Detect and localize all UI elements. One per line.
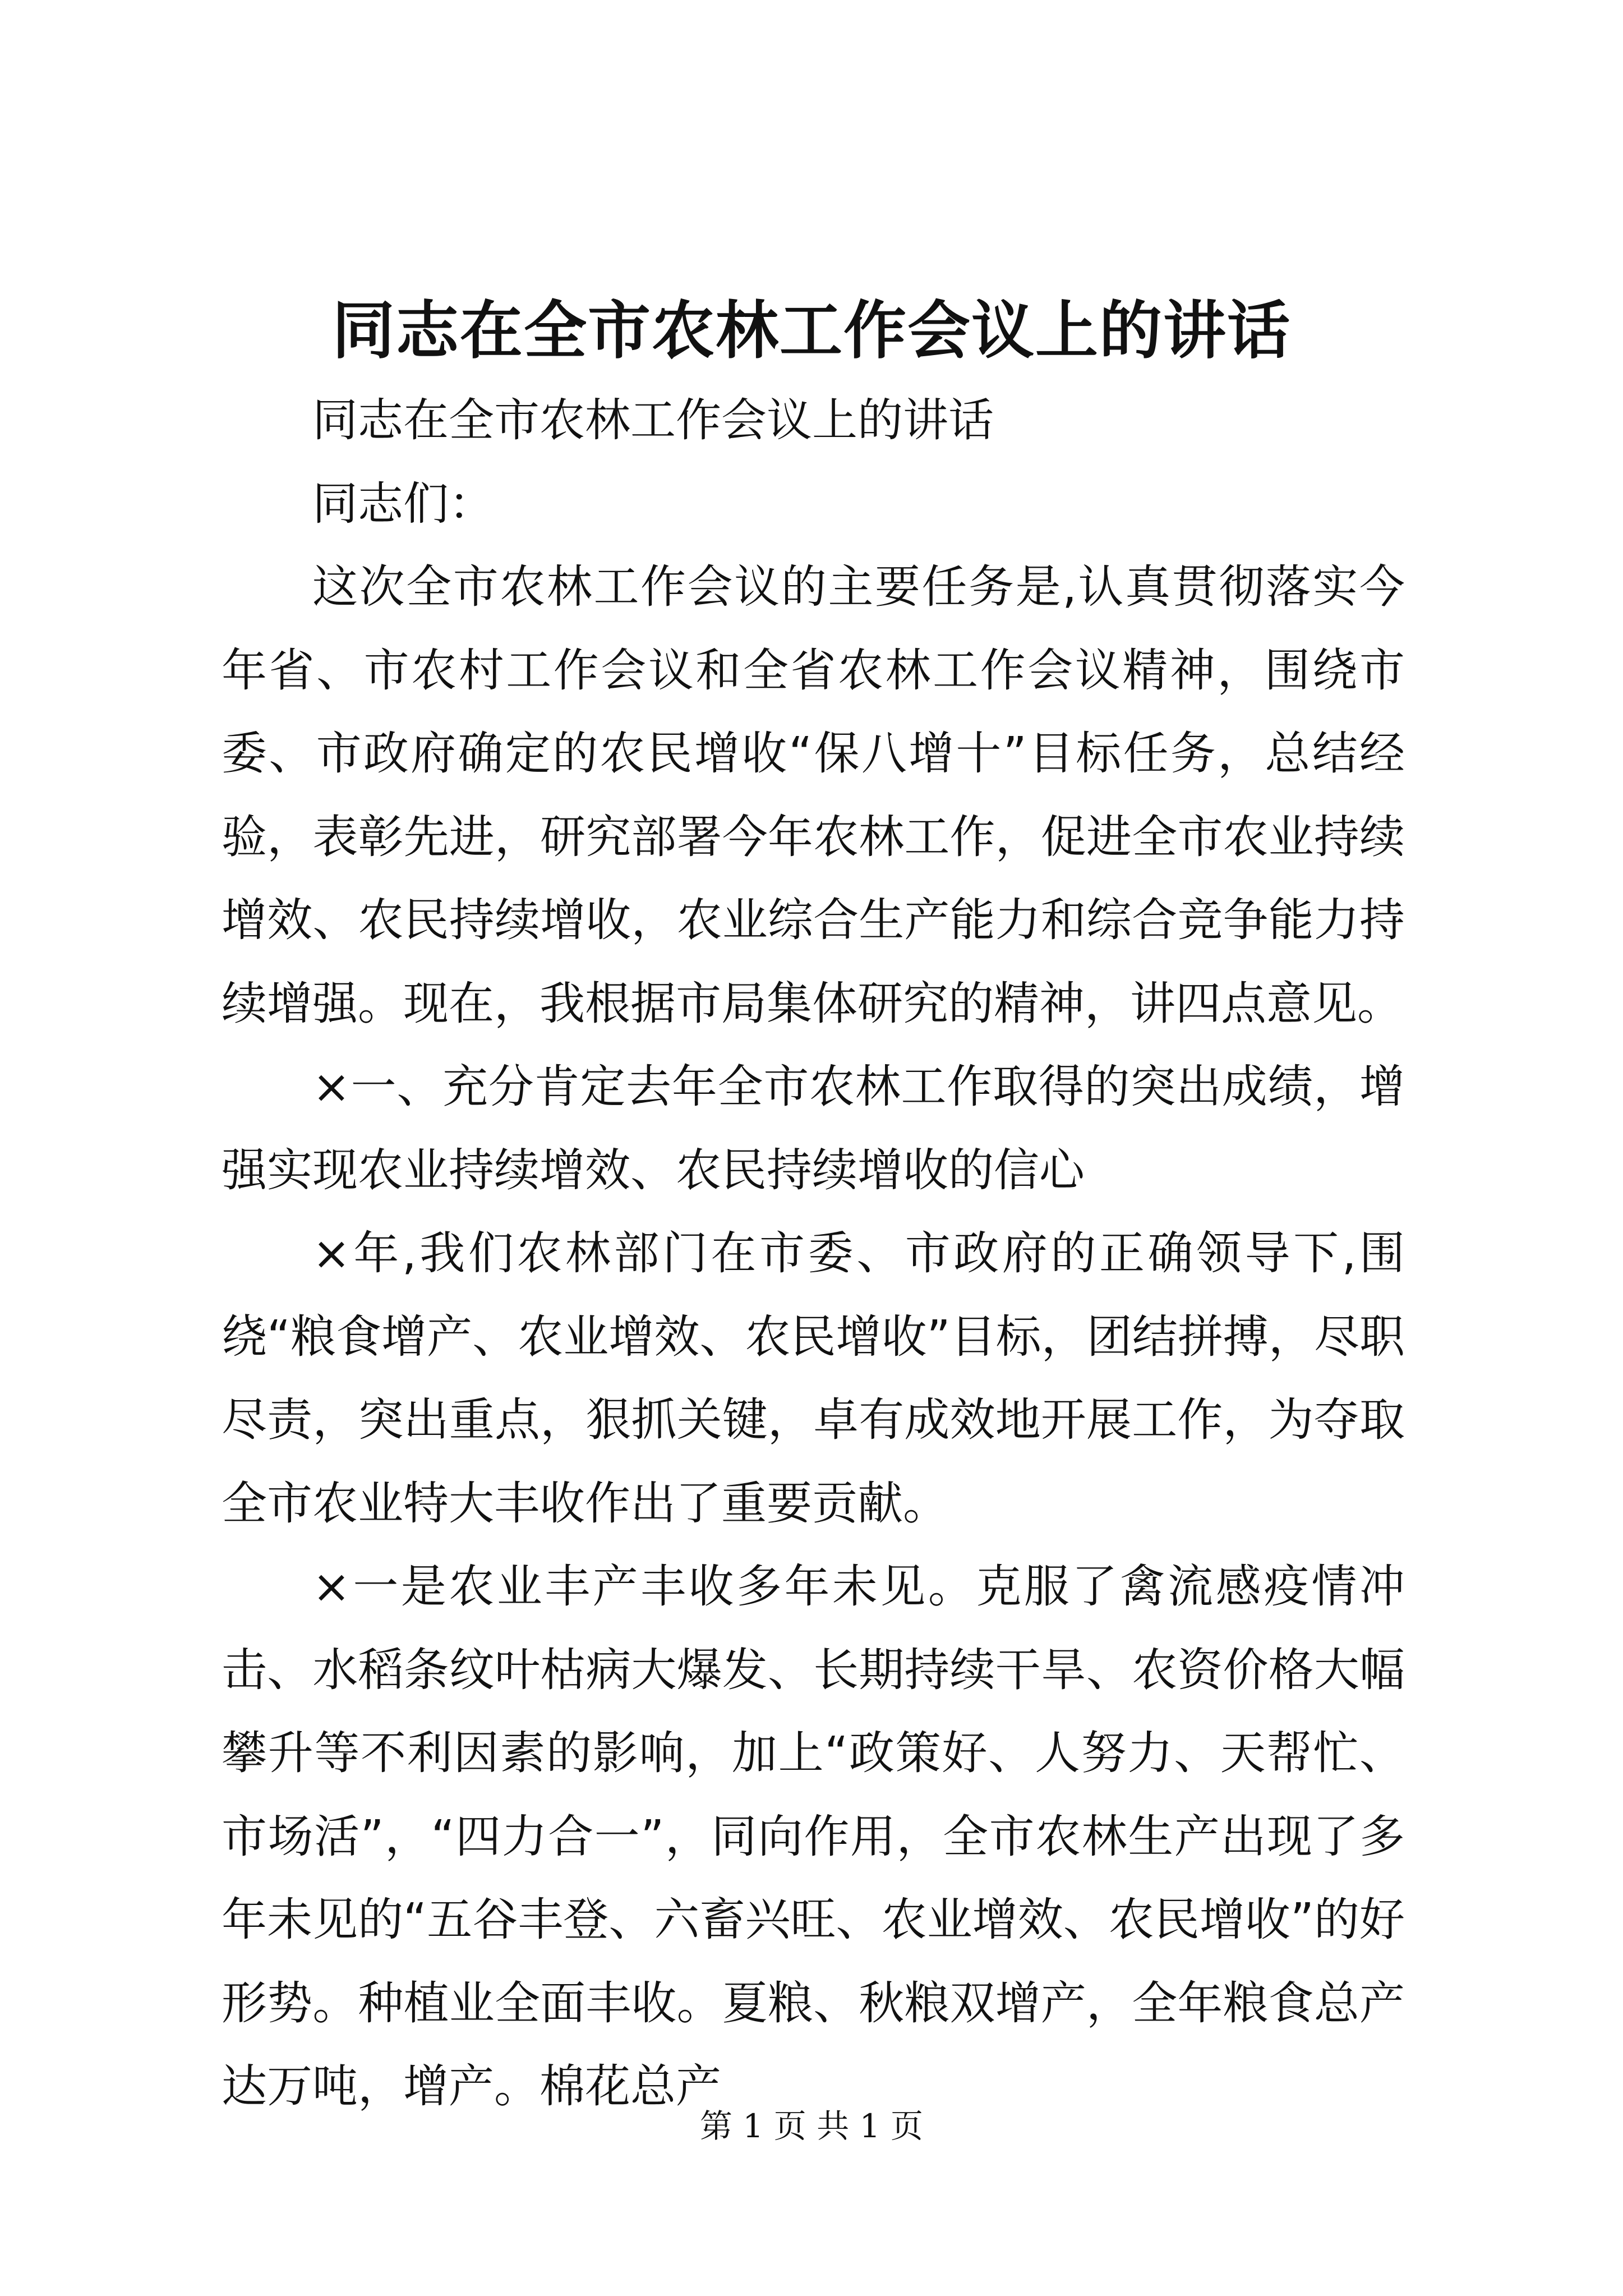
- page-footer: 第 1 页 共 1 页: [700, 2107, 923, 2145]
- document-title: 同志在全市农林工作会议上的讲话: [332, 294, 1291, 367]
- document-body: [222, 379, 1405, 2129]
- paragraph-achievements: ×年,我们农林部门在市委、市政府的正确领导下,围绕“粮食增产、农业增效、农民增收”目标，团结拼搏，尽职尽责，突出重点，狠抓关键，卓有成效地开展工作，为夺取全市农业特大丰收作出了重要贡献。: [222, 1227, 1405, 1530]
- paragraph-intro: 这次全市农林工作会议的主要任务是,认真贯彻落实今年省、市农村工作会议和全省农林工作会议精神，围绕市委、市政府确定的农民增收“保八增十”目标任务，总结经验，表彰先进，研究部署今年农林工作，促进全市农业持续增效、农民持续增收，农业综合生产能力和综合竞争能力持续增强。现在，我根据市局集体研究的精神，讲四点意见。: [222, 561, 1405, 1030]
- paragraph-section-heading: ×一、充分肯定去年全市农林工作取得的突出成绩，增强实现农业持续增效、农民持续增收的信心: [222, 1061, 1405, 1197]
- paragraph-salutation: 同志们：: [312, 477, 495, 531]
- paragraph-point-one: ×一是农业丰产丰收多年未见。克服了禽流感疫情冲击、水稻条纹叶枯病大爆发、长期持续干旱、农资价格大幅攀升等不利因素的影响，加上“政策好、人努力、天帮忙、市场活”，“四力合一”，同向作用，全市农林生产出现了多年未见的“五谷丰登、六畜兴旺、农业增效、农民增收”的好形势。种植业全面丰收。夏粮、秋粮双增产，全年粮食总产达万吨，增产。棉花总产: [222, 1561, 1405, 2113]
- paragraph-subtitle: 同志在全市农林工作会议上的讲话: [312, 394, 994, 447]
